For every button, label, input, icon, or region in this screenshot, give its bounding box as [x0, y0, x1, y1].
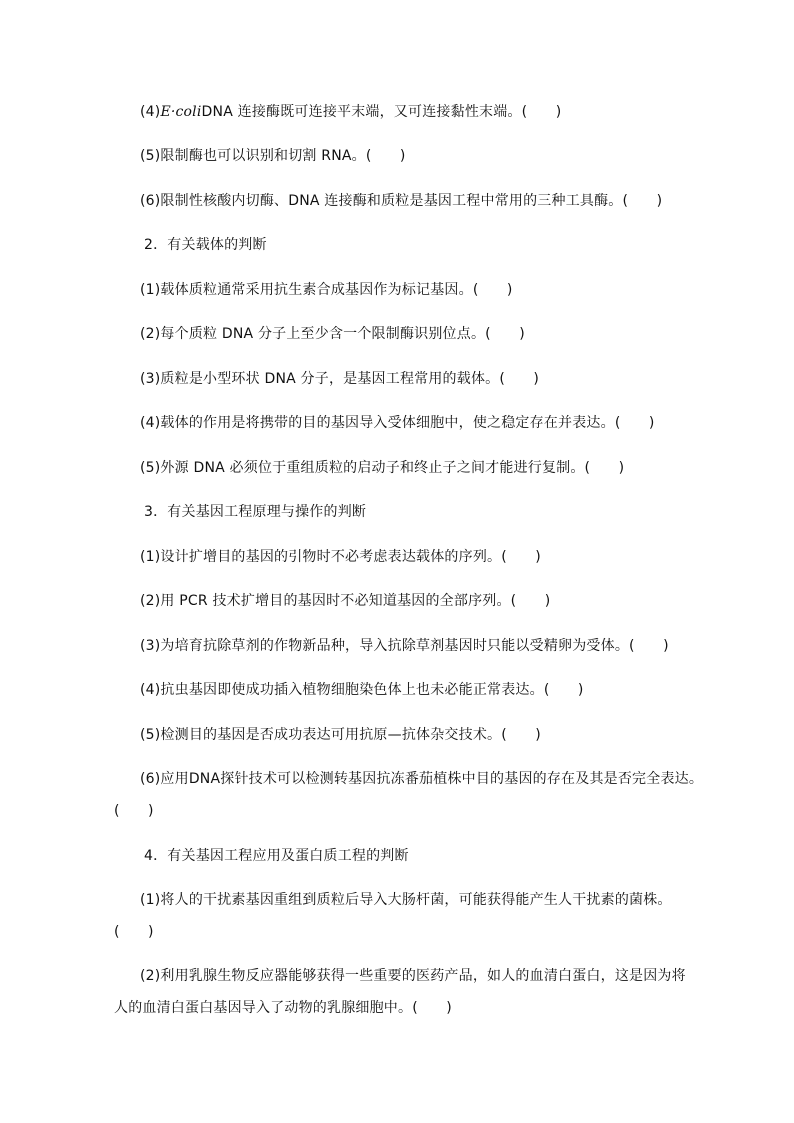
question-4-2: (2)利用乳腺生物反应器能够获得一些重要的医药产品，如人的血清白蛋白，这是因为将 — [140, 968, 686, 984]
question-3-2: (2)用 PCR 技术扩增目的基因时不必知道基因的全部序列。( ) — [140, 593, 551, 609]
question-4-1: (1)将人的干扰素基因重组到质粒后导入大肠杆菌，可能获得能产生人干扰素的菌株。 — [140, 892, 672, 908]
question-1-5: (5)限制酶也可以识别和切割 RNA。( ) — [140, 148, 406, 164]
question-4-2-continuation: 人的血清白蛋白基因导入了动物的乳腺细胞中。( ) — [114, 1000, 452, 1016]
question-3-6-answer: ( ) — [114, 803, 154, 819]
question-text: DNA 连接酶既可连接平末端，又可连接黏性末端。( ) — [201, 104, 562, 120]
section-4-heading: 4．有关基因工程应用及蛋白质工程的判断 — [144, 848, 409, 864]
question-3-5: (5)检测目的基因是否成功表达可用抗原—抗体杂交技术。( ) — [140, 727, 541, 743]
question-3-3: (3)为培育抗除草剂的作物新品种，导入抗除草剂基因时只能以受精卵为受体。( ) — [140, 638, 669, 654]
question-2-2: (2)每个质粒 DNA 分子上至少含一个限制酶识别位点。( ) — [140, 326, 525, 342]
section-2-heading: 2．有关载体的判断 — [144, 237, 267, 253]
question-2-1: (1)载体质粒通常采用抗生素合成基因作为标记基因。( ) — [140, 282, 513, 298]
question-1-6: (6)限制性核酸内切酶、DNA 连接酶和质粒是基因工程中常用的三种工具酶。( ) — [140, 193, 663, 209]
question-4-1-answer: ( ) — [114, 924, 154, 940]
question-2-5: (5)外源 DNA 必须位于重组质粒的启动子和终止子之间才能进行复制。( ) — [140, 460, 625, 476]
section-3-heading: 3．有关基因工程原理与操作的判断 — [144, 504, 367, 520]
question-2-4: (4)载体的作用是将携带的目的基因导入受体细胞中，使之稳定存在并表达。( ) — [140, 415, 655, 431]
question-1-4 — [140, 102, 561, 122]
question-3-1: (1)设计扩增目的基因的引物时不必考虑表达载体的序列。( ) — [140, 549, 541, 565]
question-3-6: (6)应用DNA探针技术可以检测转基因抗冻番茄植株中目的基因的存在及其是否完全表达。 — [140, 771, 704, 787]
question-number: (4) — [140, 104, 161, 120]
question-2-3: (3)质粒是小型环状 DNA 分子，是基因工程常用的载体。( ) — [140, 371, 540, 387]
species-name: E·coli — [160, 104, 202, 120]
question-3-4: (4)抗虫基因即使成功插入植物细胞染色体上也未必能正常表达。( ) — [140, 682, 584, 698]
